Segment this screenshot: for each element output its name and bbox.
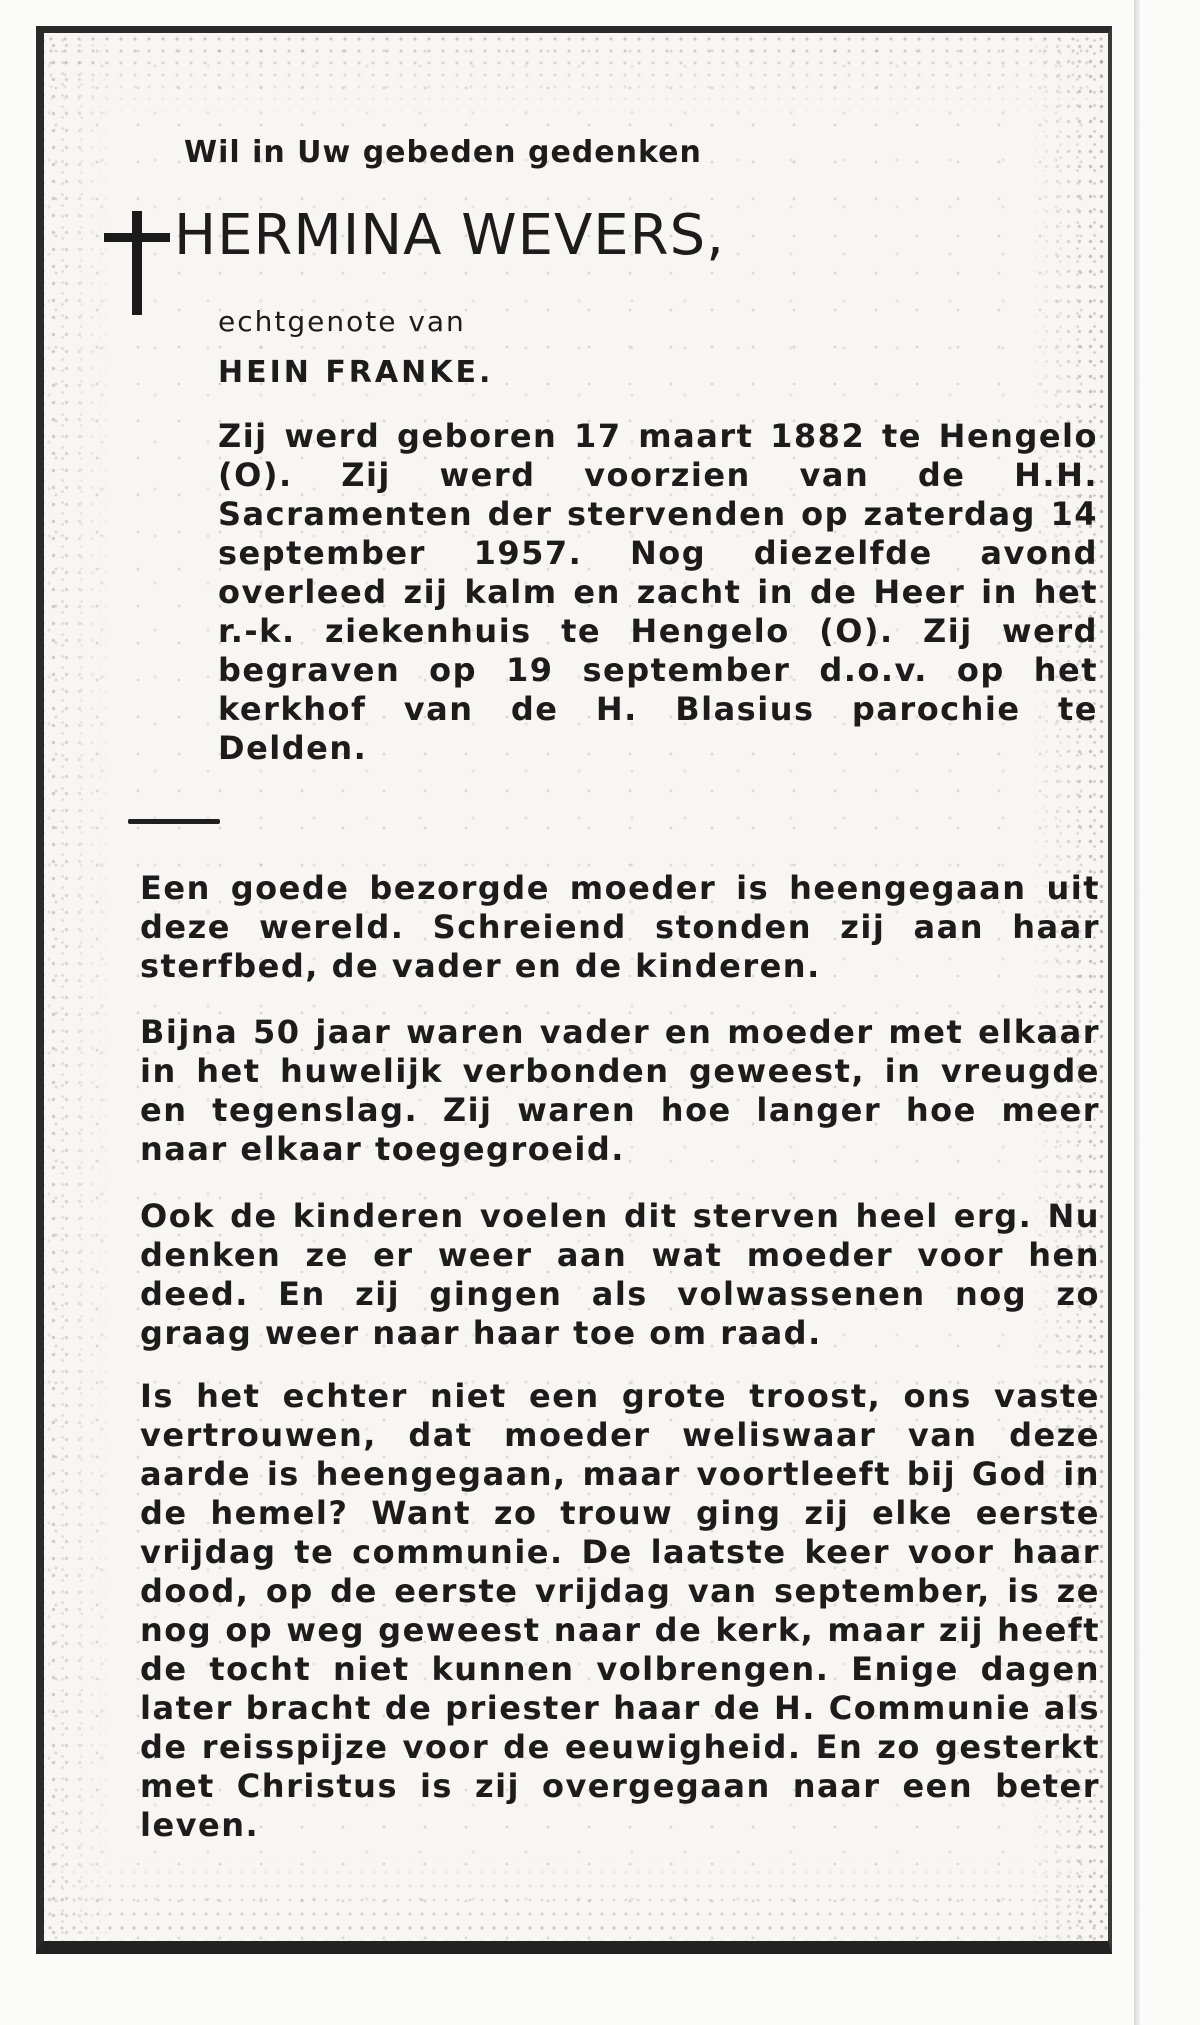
memorial-card <box>36 26 1112 1954</box>
body-paragraph: Bijna 50 jaar waren vader en moeder met elkaar in het huwelijk verbonden geweest, in vreugde en tegenslag. Zij waren hoe langer hoe meer naar elkaar toegegroeid. <box>140 1013 1100 1168</box>
section-divider <box>128 819 220 824</box>
edge-noise-top <box>44 33 1108 123</box>
edge-noise-bottom <box>44 1851 1108 1941</box>
spouse-label: echtgenote van <box>218 305 466 338</box>
intro-line: Wil in Uw gebeden gedenken <box>184 135 702 170</box>
body-paragraph: Een goede bezorgde moeder is heengegaan uit deze wereld. Schreiend stonden zij aan haar sterfbed, de vader en de kinderen. <box>140 869 1100 985</box>
body-paragraph: Is het echter niet een grote troost, ons vaste vertrouwen, dat moeder weliswaar van deze aarde is heengegaan, maar voortleeft bij God in de hemel? Want zo trouw ging zij elke eerste vrijdag te communie. De laatste keer voor haar dood, op de eerste vrijdag van september, is ze nog op weg geweest naar de kerk, maar zij heeft de tocht niet kunnen volbrengen. Enige dagen later bracht de priester haar de H. Communie als de reisspijze voor de eeuwigheid. En zo gesterkt met Christus is zij overgegaan naar een beter leven. <box>140 1377 1100 1844</box>
biography-paragraph: Zij werd geboren 17 maart 1882 te Hengelo (O). Zij werd voorzien van de H.H. Sacramenten der stervenden op zaterdag 14 september 1957. Nog diezelfde avond overleed zij kalm en zacht in de Heer in het r.-k. ziekenhuis te Hengelo (O). Zij werd begraven op 19 september d.o.v. op het kerkhof van de H. Blasius parochie te Delden. <box>218 417 1098 767</box>
edge-noise-left <box>44 33 114 1941</box>
body-paragraph: Ook de kinderen voelen dit sterven heel erg. Nu denken ze er weer aan wat moeder voor hen deed. En zij gingen als volwassenen nog zo graag weer naar haar toe om raad. <box>140 1197 1100 1352</box>
scanner-edge <box>1134 0 1140 2025</box>
deceased-name: HERMINA WEVERS, <box>174 203 725 268</box>
latin-cross-icon <box>104 211 170 317</box>
spouse-name: HEIN FRANKE. <box>218 355 494 390</box>
